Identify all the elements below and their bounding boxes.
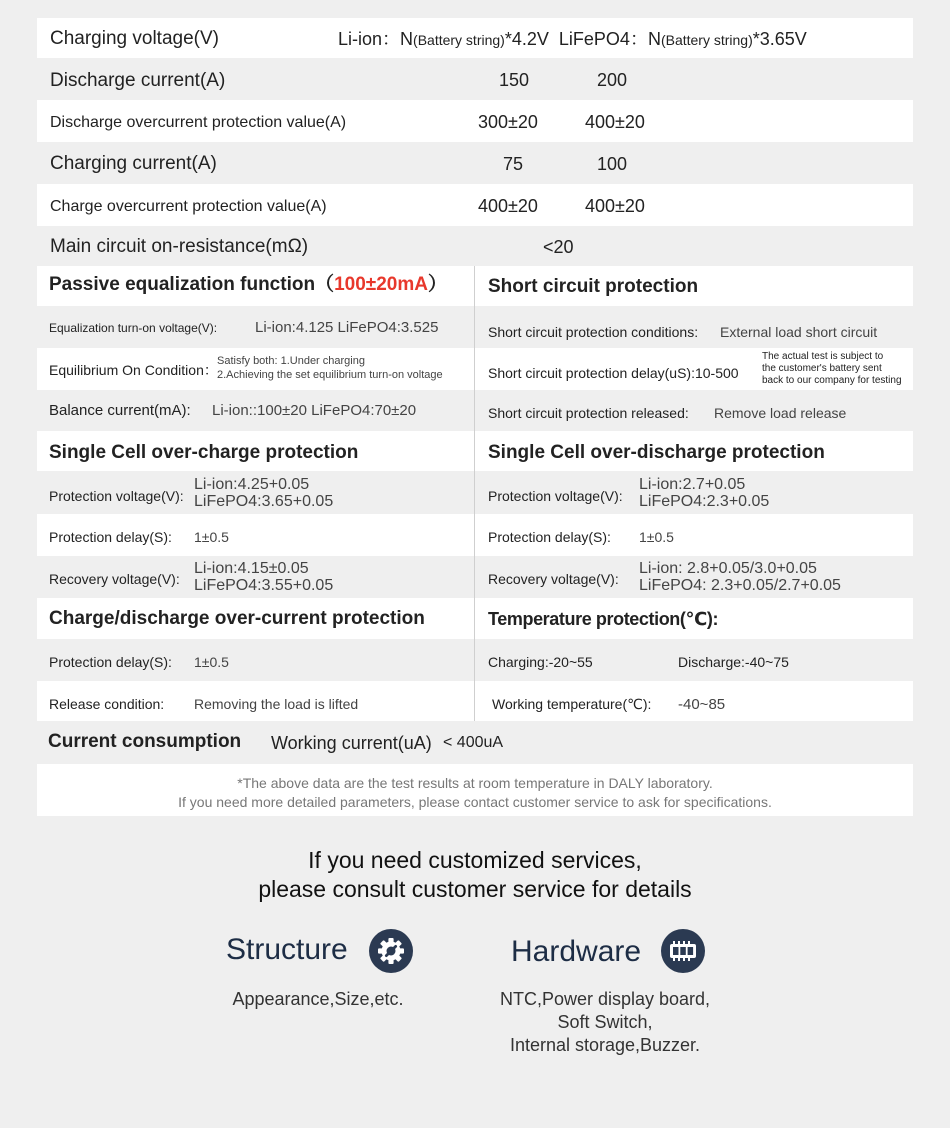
row-equal-turnon	[37, 306, 913, 348]
equalization-title-text: Passive equalization function（	[49, 274, 335, 295]
consumption-value: < 400uA	[443, 734, 504, 751]
equal-turnon-label: Equalization turn-on voltage(V):	[49, 321, 218, 335]
footnote-line2: If you need more detailed parameters, please contact customer service to ask for specifications.	[178, 794, 772, 810]
charging-current-lfp: 100	[597, 154, 628, 174]
lfp-tag: LiFePO4：	[558, 29, 648, 49]
row-section-titles-1	[37, 266, 913, 306]
od-pv-label: Protection voltage(V):	[488, 488, 623, 504]
promo-title-line1: If you need customized services,	[308, 847, 642, 873]
short-delay-note2: the customer's battery sent	[762, 363, 882, 374]
overcharge-title: Single Cell over-charge protection	[49, 442, 359, 463]
column-divider	[474, 266, 475, 721]
row-recovery-voltage	[37, 556, 913, 598]
footnote	[37, 764, 913, 816]
short-released-value: Remove load release	[714, 405, 847, 421]
promo-title	[37, 846, 913, 904]
discharge-current-liion: 150	[499, 70, 530, 90]
oc-pv-line2: LiFePO4:3.65+0.05	[194, 493, 334, 510]
equal-condition-line2: 2.Achieving the set equilibrium turn-on voltage	[217, 369, 443, 381]
row-current-consumption	[37, 721, 913, 763]
temperature-title: Temperature protection(℃):	[488, 609, 719, 629]
equal-condition-line1: Satisfy both: 1.Under charging	[217, 355, 365, 367]
od-pv-line1: Li-ion:2.7+0.05	[639, 476, 746, 493]
charging-current-liion: 75	[503, 154, 524, 174]
hardware-desc-line1: NTC,Power display board,	[499, 989, 711, 1009]
footnote-line1: *The above data are the test results at room temperature in DALY laboratory.	[237, 775, 713, 791]
od-rv-line2: LiFePO4: 2.3+0.05/2.7+0.05	[639, 577, 841, 594]
gear-wrench-icon	[369, 929, 413, 973]
charging-current-label: Charging current(A)	[50, 153, 217, 174]
row-oc-delay	[37, 639, 913, 681]
oc-rv-line1: Li-ion:4.15±0.05	[194, 560, 309, 577]
discharge-ocp-label: Discharge overcurrent protection value(A)	[50, 114, 347, 131]
oc-rv-label: Recovery voltage(V):	[49, 571, 180, 587]
ocp-release-value: Removing the load is lifted	[194, 696, 359, 712]
n-symbol: N	[647, 29, 661, 49]
discharge-ocp-lfp: 400±20	[585, 112, 645, 132]
oc-delay-label: Protection delay(S):	[49, 529, 172, 545]
short-delay-label: Short circuit protection delay(uS):10-500	[488, 365, 739, 381]
balance-current-label: Balance current(mA):	[49, 402, 191, 419]
od-rv-label: Recovery voltage(V):	[488, 571, 619, 587]
n-symbol: N	[400, 29, 414, 49]
row-protection-voltage	[37, 471, 913, 514]
working-temp-value: -40~85	[678, 696, 726, 713]
on-resistance-value: <20	[543, 237, 574, 257]
charging-voltage-values	[338, 30, 807, 48]
ocp-delay-value: 1±0.5	[194, 654, 229, 670]
row-discharge-ocp	[37, 100, 913, 142]
charge-ocp-lfp: 400±20	[585, 196, 645, 216]
hardware-desc-line2: Soft Switch,	[557, 1012, 653, 1032]
structure-desc: Appearance,Size,etc.	[232, 989, 404, 1009]
spec-sheet	[37, 0, 913, 1095]
short-delay-note3: back to our company for testing	[762, 375, 902, 386]
row-on-resistance	[37, 226, 913, 266]
battery-string-note: (Battery string)	[660, 32, 753, 48]
od-delay-label: Protection delay(S):	[488, 529, 611, 545]
row-equal-condition	[37, 348, 913, 390]
consumption-title: Current consumption	[48, 731, 242, 752]
customization-promo	[37, 818, 913, 1095]
equalization-title-end: ）	[427, 274, 447, 295]
row-protection-delay	[37, 514, 913, 556]
ocp-release-label: Release condition:	[49, 696, 165, 712]
discharge-current-label: Discharge current(A)	[50, 70, 226, 91]
oc-pv-label: Protection voltage(V):	[49, 488, 184, 504]
row-oc-release	[37, 681, 913, 721]
liion-voltage: *4.2V	[504, 29, 549, 49]
balance-current-value: Li-ion::100±20 LiFePO4:70±20	[212, 402, 417, 419]
short-conditions-value: External load short circuit	[720, 324, 878, 340]
short-released-label: Short circuit protection released:	[488, 405, 689, 421]
ocp-delay-label: Protection delay(S):	[49, 654, 172, 670]
temp-charging: Charging:-20~55	[488, 654, 593, 670]
equal-turnon-value: Li-ion:4.125 LiFePO4:3.525	[255, 319, 439, 336]
short-delay-note1: The actual test is subject to	[762, 351, 884, 362]
row-charging-current	[37, 142, 913, 184]
charge-ocp-label: Charge overcurrent protection value(A)	[50, 198, 327, 215]
promo-title-line2: please consult customer service for details	[258, 876, 692, 902]
consumption-label: Working current(uA)	[271, 733, 432, 753]
oc-delay-value: 1±0.5	[194, 529, 229, 545]
short-conditions-label: Short circuit protection conditions:	[488, 324, 699, 340]
hardware-desc-line3: Internal storage,Buzzer.	[509, 1035, 701, 1055]
chip-icon	[661, 929, 705, 973]
liion-tag: Li-ion：	[338, 29, 401, 49]
hardware-title: Hardware	[511, 935, 642, 968]
structure-title: Structure	[226, 933, 348, 966]
overcurrent-title: Charge/discharge over-current protection	[49, 608, 425, 629]
row-discharge-current	[37, 58, 913, 100]
temp-discharge: Discharge:-40~75	[678, 654, 789, 670]
on-resistance-label: Main circuit on-resistance(mΩ)	[50, 236, 309, 257]
row-charge-ocp	[37, 184, 913, 226]
row-balance-current	[37, 390, 913, 431]
od-pv-line2: LiFePO4:2.3+0.05	[639, 493, 770, 510]
row-section-titles-3	[37, 598, 913, 639]
equalization-title	[49, 275, 447, 294]
discharge-current-lfp: 200	[597, 70, 628, 90]
row-section-titles-2	[37, 431, 913, 471]
short-circuit-title: Short circuit protection	[488, 276, 699, 297]
charge-ocp-liion: 400±20	[478, 196, 538, 216]
od-delay-value: 1±0.5	[639, 529, 674, 545]
lfp-voltage: *3.65V	[752, 29, 807, 49]
od-rv-line1: Li-ion: 2.8+0.05/3.0+0.05	[639, 560, 817, 577]
row-charging-voltage	[37, 18, 913, 58]
equalization-current-value: 100±20mA	[334, 274, 428, 295]
charging-voltage-label: Charging voltage(V)	[50, 28, 219, 49]
working-temp-label: Working temperature(℃):	[492, 696, 652, 712]
equal-condition-label: Equilibrium On Condition：	[49, 362, 218, 378]
oc-pv-line1: Li-ion:4.25+0.05	[194, 476, 310, 493]
discharge-ocp-liion: 300±20	[478, 112, 538, 132]
battery-string-note: (Battery string)	[413, 32, 505, 48]
overdischarge-title: Single Cell over-discharge protection	[488, 442, 825, 463]
oc-rv-line2: LiFePO4:3.55+0.05	[194, 577, 334, 594]
hardware-desc	[457, 988, 753, 1057]
